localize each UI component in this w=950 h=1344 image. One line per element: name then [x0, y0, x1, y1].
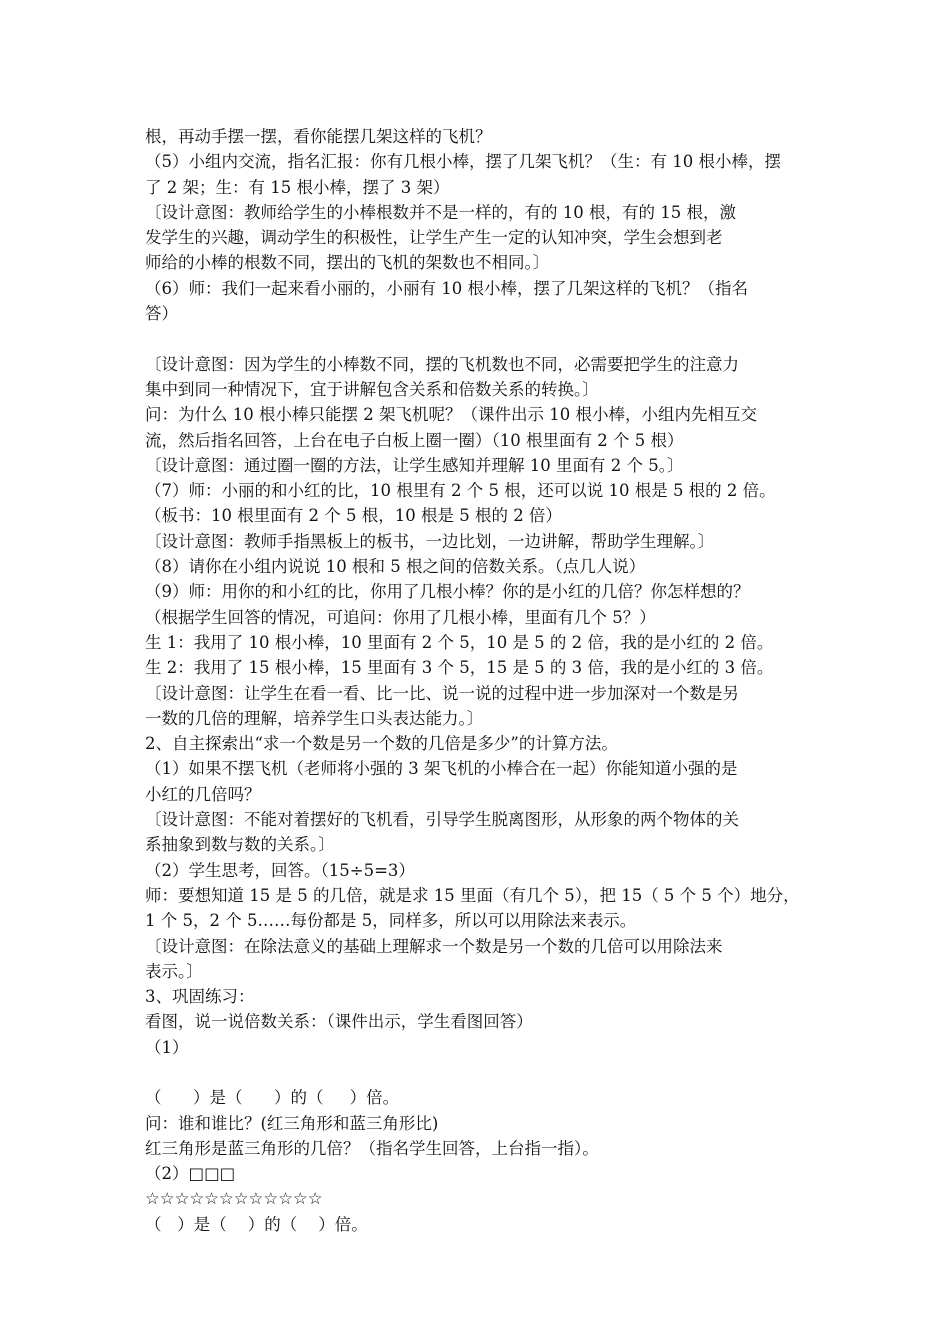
text-line: 〔设计意图：在除法意义的基础上理解求一个数是另一个数的几倍可以用除法来: [145, 936, 723, 956]
text-line: 1 个 5，2 个 5……每份都是 5，同样多，所以可以用除法来表示。: [145, 911, 637, 931]
text-line: （9）师：用你的和小红的比，你用了几根小棒？你的是小红的几倍？你怎样想的？: [145, 582, 750, 602]
text-line: 〔设计意图：因为学生的小棒数不同，摆的飞机数也不同，必需要把学生的注意力: [145, 354, 739, 374]
text-line: 表示。〕: [145, 961, 203, 981]
exercise-label: （1）: [145, 1037, 189, 1057]
section-heading: 2、自主探索出“求一个数是另一个数的几倍是多少”的计算方法。: [145, 734, 618, 754]
section-heading: 3、巩固练习：: [145, 987, 255, 1007]
blank-line: [145, 1060, 815, 1085]
text-line: （1）如果不摆飞机（老师将小强的 3 架飞机的小棒合在一起）你能知道小强的是: [145, 759, 738, 779]
document-body: [145, 124, 815, 1237]
text-line: 红三角形是蓝三角形的几倍？（指名学生回答，上台指一指）。: [145, 1138, 599, 1158]
text-line: 发学生的兴趣，调动学生的积极性，让学生产生一定的认知冲突，学生会想到老: [145, 228, 723, 248]
text-line: （根据学生回答的情况，可追问：你用了几根小棒，里面有几个 5？）: [145, 607, 656, 627]
text-line: （7）师：小丽的和小红的比，10 根里有 2 个 5 根，还可以说 10 根是 5 根的 2 倍。: [145, 481, 776, 501]
text-line: 生 1：我用了 10 根小棒，10 里面有 2 个 5，10 是 5 的 2 倍，我的是小红的 2 倍。: [145, 632, 774, 652]
text-line: 〔设计意图：通过圈一圈的方法，让学生感知并理解 10 里面有 2 个 5。〕: [145, 455, 684, 475]
text-line: （板书：10 根里面有 2 个 5 根，10 根是 5 根的 2 倍）: [145, 506, 562, 526]
squares-line: （2）□□□: [145, 1164, 236, 1184]
text-line: 集中到同一种情况下，宜于讲解包含关系和倍数关系的转换。〕: [145, 379, 599, 399]
text-line: 〔设计意图：不能对着摆好的飞机看，引导学生脱离图形，从形象的两个物体的关: [145, 810, 739, 830]
text-line: 一数的几倍的理解，培养学生口头表达能力。〕: [145, 708, 484, 728]
text-line: 看图，说一说倍数关系：（课件出示，学生看图回答）: [145, 1012, 533, 1032]
text-line: 根，再动手摆一摆，看你能摆几架这样的飞机？: [145, 127, 492, 146]
blank-line: [145, 326, 815, 351]
text-line: 答）: [145, 304, 178, 324]
text-line: （2）学生思考，回答。（15÷5=3）: [145, 860, 415, 880]
text-line: 问：谁和谁比？(红三角形和蓝三角形比): [145, 1113, 439, 1133]
text-line: （6）师：我们一起来看小丽的，小丽有 10 根小棒，摆了几架这样的飞机？（指名: [145, 278, 748, 298]
text-line: 〔设计意图：让学生在看一看、比一比、说一说的过程中进一步加深对一个数是另: [145, 683, 739, 703]
text-line: 〔设计意图：教师手指黑板上的板书，一边比划，一边讲解，帮助学生理解。〕: [145, 531, 715, 551]
text-line: 师：要想知道 15 是 5 的几倍，就是求 15 里面（有几个 5），把 15（ 5 个 5 个）地分，: [145, 885, 800, 905]
text-line: 流，然后指名回答，上台在电子白板上圈一圈）（10 根里面有 2 个 5 根）: [145, 430, 684, 450]
text-line: 了 2 架；生：有 15 根小棒，摆了 3 架）: [145, 177, 450, 197]
text-line: 系抽象到数与数的关系。〕: [145, 835, 335, 855]
text-line: （8）请你在小组内说说 10 根和 5 根之间的倍数关系。（点几人说）: [145, 557, 646, 577]
fill-in-blank-line: （ ）是（ ）的（ ）倍。: [145, 1088, 400, 1108]
text-line: 生 2：我用了 15 根小棒，15 里面有 3 个 5，15 是 5 的 3 倍，我的是小红的 3 倍。: [145, 658, 774, 678]
stars-line: ☆☆☆☆☆☆☆☆☆☆☆☆: [145, 1189, 323, 1209]
text-line: 师给的小棒的根数不同，摆出的飞机的架数也不相同。〕: [145, 253, 550, 273]
text-line: 小红的几倍吗？: [145, 784, 261, 804]
text-line: （5）小组内交流，指名汇报：你有几根小棒，摆了几架飞机？（生：有 10 根小棒，摆: [145, 152, 781, 172]
fill-in-blank-line: （ ）是（ ）的（ ）倍。: [145, 1214, 368, 1234]
text-line: 〔设计意图：教师给学生的小棒根数并不是一样的，有的 10 根，有的 15 根，激: [145, 202, 736, 222]
text-line: 问：为什么 10 根小棒只能摆 2 架飞机呢？（课件出示 10 根小棒，小组内先相互交: [145, 405, 757, 425]
